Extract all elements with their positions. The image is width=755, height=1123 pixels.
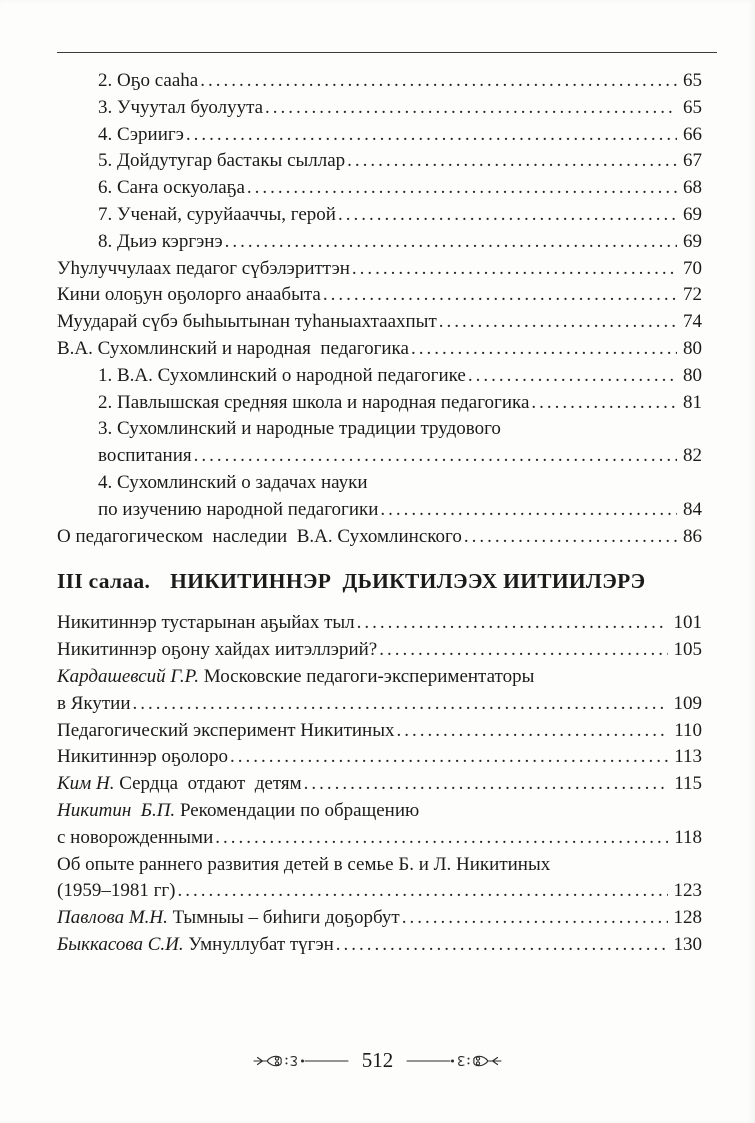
dot-leader	[336, 932, 668, 959]
toc-entry-text: воспитания	[98, 445, 192, 467]
toc-entry-text: Педагогический эксперимент Никитиных	[57, 719, 395, 741]
toc-entry-text: Кардашевсий Г.Р. Московские педагоги-экспериментаторы	[57, 665, 535, 687]
toc-entry-author: Ким Н.	[57, 773, 115, 795]
section-heading-title: НИКИТИННЭР ДЬИКТИЛЭЭХ ИИТИИЛЭРЭ	[170, 569, 646, 594]
toc-page-number: 65	[683, 70, 702, 91]
toc-entry	[57, 122, 702, 149]
toc-entry-text: 2. Павлышская средняя школа и народная педагогика	[98, 391, 530, 413]
toc-entry-text: Кини олоҕун оҕолорго анаабыта	[57, 284, 321, 306]
toc-page-number: 123	[673, 880, 702, 902]
toc-entry	[57, 470, 702, 497]
toc-entry	[57, 363, 702, 390]
toc-page-number: 70	[683, 257, 702, 279]
dot-leader	[178, 878, 668, 905]
toc-entry-text: 4. Сэриигэ	[98, 123, 184, 145]
toc-page-number: 84	[683, 498, 702, 520]
toc-page-number: 110	[674, 719, 702, 741]
dot-leader	[396, 718, 668, 745]
dot-leader	[402, 905, 668, 932]
toc-entry	[57, 744, 702, 771]
page-footer	[0, 1048, 755, 1073]
toc-entry	[57, 905, 702, 932]
toc-entry	[57, 68, 702, 95]
toc-section-2	[0, 610, 755, 958]
toc-entry	[57, 229, 702, 256]
toc-page-number: 74	[683, 311, 702, 333]
toc-entry	[57, 878, 702, 905]
dot-leader	[468, 363, 677, 390]
toc-entry	[57, 691, 702, 718]
toc-page-number: 81	[683, 391, 702, 413]
toc-entry	[57, 336, 702, 363]
toc-page-number: 109	[673, 692, 702, 714]
toc-entry-text: 1. В.А. Сухомлинский о народной педагогике	[98, 364, 466, 386]
toc-entry-text: Уһулуччулаах педагог сүбэлэриттэн	[57, 257, 350, 279]
toc-entry	[57, 256, 702, 283]
toc-page-number: 65	[683, 96, 702, 118]
dot-leader	[464, 524, 677, 551]
toc-entry-text: с новорожденными	[57, 826, 214, 848]
dot-leader	[352, 256, 677, 283]
toc-entry-text: 6. Саҥа оскуолаҕа	[98, 177, 245, 199]
toc-entry	[57, 798, 702, 825]
toc-entry	[57, 852, 702, 879]
toc-page-number: 115	[674, 773, 702, 795]
toc-page-number: 67	[683, 150, 702, 172]
toc-entry	[57, 390, 702, 417]
toc-entry-text: Ким Н. Сердца отдают детям	[57, 773, 302, 795]
dot-leader	[304, 771, 669, 798]
dot-leader	[380, 497, 677, 524]
toc-entry	[57, 175, 702, 202]
dot-leader	[215, 825, 668, 852]
toc-entry-text: в Якутии	[57, 692, 131, 714]
toc-entry-text: Быккасова С.И. Умнуллубат түгэн	[57, 933, 334, 955]
dot-leader	[411, 336, 677, 363]
toc-section-1	[0, 68, 755, 550]
toc-page-number: 69	[683, 203, 702, 225]
dot-leader	[265, 95, 677, 122]
toc-entry-text: Никитиннэр оҕолоро	[57, 746, 229, 768]
dot-leader	[247, 175, 677, 202]
toc-page-number: 86	[683, 525, 702, 547]
toc-entry-text: по изучению народной педагогики	[98, 498, 379, 520]
toc-entry	[57, 664, 702, 691]
toc-entry-text: О педагогическом наследии В.А. Сухомлинского	[57, 525, 462, 547]
dot-leader	[379, 637, 667, 664]
toc-page-number: 105	[673, 639, 702, 661]
toc-entry-text: Никитиннэр тустарынан аҕыйах тыл	[57, 612, 355, 634]
dot-leader	[133, 691, 668, 718]
toc-entry-text: 3. Сухомлинский и народные традиции трудового	[98, 418, 501, 440]
dot-leader	[347, 148, 677, 175]
toc-entry-text: 2. Оҕо сааһа	[98, 70, 199, 91]
footer-page-number: 512	[361, 1048, 394, 1072]
toc-entry-text: Павлова М.Н. Тымныы – биһиги доҕорбут	[57, 907, 400, 929]
toc-page-number: 80	[683, 337, 702, 359]
toc-entry-text: 7. Ученай, суруйааччы, герой	[98, 203, 336, 225]
toc-page-number: 68	[683, 177, 702, 199]
toc-entry-author: Никитин Б.П.	[57, 799, 176, 821]
toc-entry	[57, 524, 702, 551]
toc-entry	[57, 148, 702, 175]
toc-entry	[57, 416, 702, 443]
toc-page-number: 72	[683, 284, 702, 306]
toc-page-number: 101	[673, 612, 702, 634]
section-heading	[57, 566, 702, 596]
toc-entry-text: 4. Сухомлинский о задачах науки	[98, 471, 368, 493]
toc-entry-text: 5. Дойдутугар бастакы сыллар	[98, 150, 346, 172]
dot-leader	[225, 229, 677, 256]
toc-entry-text: Никитин Б.П. Рекомендации по обращению	[57, 799, 420, 821]
toc-entry	[57, 825, 702, 852]
toc-page-number: 82	[683, 445, 702, 467]
toc-page-number: 69	[683, 230, 702, 252]
toc-entry-text: Муударай сүбэ быһыытынан туһаныахтаахпыт	[57, 311, 437, 333]
dot-leader	[531, 390, 677, 417]
toc-entry	[57, 497, 702, 524]
dot-leader	[338, 202, 677, 229]
dot-leader	[186, 122, 677, 149]
dot-leader	[323, 282, 677, 309]
toc-entry	[57, 771, 702, 798]
toc-entry	[57, 202, 702, 229]
header-rule	[57, 52, 717, 53]
dot-leader	[357, 610, 668, 637]
toc-entry-text: 8. Дьиэ кэргэнэ	[98, 230, 223, 252]
dot-leader	[194, 443, 677, 470]
toc-entry-text: Никитиннэр оҕону хайдах иитэллэрий?	[57, 639, 378, 661]
toc-entry-text: (1959–1981 гг)	[57, 880, 176, 902]
dot-leader	[230, 744, 668, 771]
toc-entry	[57, 309, 702, 336]
footer-flourish-right-icon	[406, 1052, 502, 1070]
toc-entry-author: Быккасова С.И.	[57, 933, 184, 955]
toc-page-number: 80	[683, 364, 702, 386]
toc-page-number: 128	[673, 907, 702, 929]
toc-entry-text: Об опыте раннего развития детей в семье Б. и Л. Никитиных	[57, 853, 551, 875]
section-heading-chapter: III салаа.	[57, 569, 151, 594]
toc-page-number: 66	[683, 123, 702, 145]
toc-entry-author: Кардашевсий Г.Р.	[57, 665, 200, 687]
toc-page-number: 130	[673, 933, 702, 955]
toc-entry	[57, 443, 702, 470]
toc-entry	[57, 637, 702, 664]
toc-entry	[57, 282, 702, 309]
toc-entry	[57, 95, 702, 122]
toc-page-number: 113	[674, 746, 702, 768]
toc-entry	[57, 610, 702, 637]
toc-entry-author: Павлова М.Н.	[57, 907, 168, 929]
footer-flourish-left-icon	[253, 1052, 349, 1070]
toc-entry	[57, 932, 702, 959]
dot-leader	[200, 68, 677, 95]
dot-leader	[439, 309, 677, 336]
toc-entry-text: 3. Учуутал буолуута	[98, 96, 264, 118]
toc-entry	[57, 718, 702, 745]
toc-entry-text: В.А. Сухомлинский и народная педагогика	[57, 337, 409, 359]
toc-page-number: 118	[674, 826, 702, 848]
